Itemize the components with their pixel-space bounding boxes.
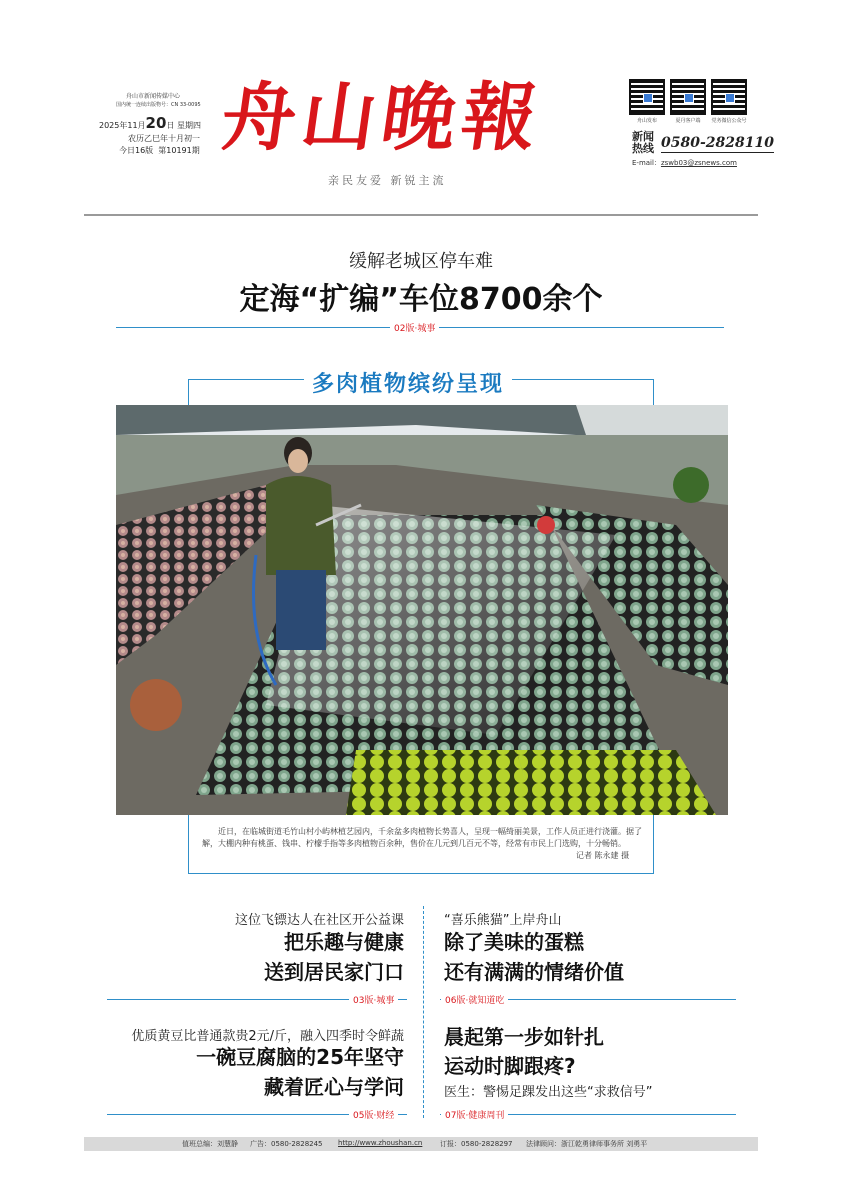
footer-bar bbox=[84, 1137, 758, 1151]
teaser-4-title-line-1[interactable]: 晨起第一步如针扎 bbox=[444, 1025, 604, 1049]
slogan: 亲民友爱 新锐主流 bbox=[328, 174, 447, 187]
column-separator bbox=[423, 906, 424, 1118]
qr-caption-1: 舟山发布 bbox=[636, 118, 657, 124]
lead-section-tag[interactable]: 02版·城事 bbox=[390, 321, 439, 334]
qr-code-1[interactable] bbox=[629, 79, 665, 115]
photo-caption: 近日，在临城街道毛竹山村小屿林植艺园内，千余盆多肉植物长势喜人，呈现一幅绮丽美景，工作人员正进行浇灌。据了解，大棚内种有桃蛋、钱串、柠檬手指等多肉植物百余种，售价在几元到几百元不等，经常有市民上门选购，十分畅销。 bbox=[202, 827, 642, 848]
teaser-1-title-line-2[interactable]: 送到居民家门口 bbox=[264, 960, 404, 984]
registration-number: 国内统一连续出版物号：CN 33-0095 bbox=[116, 102, 201, 108]
qr-caption-2: 夏丹客户端 bbox=[675, 118, 701, 124]
qr-code-icon bbox=[711, 79, 747, 115]
teaser-1-section-tag[interactable]: 03版·城事 bbox=[349, 993, 398, 1006]
issue-day: 20 bbox=[145, 114, 167, 132]
page-count: 今日16版 第10191期 bbox=[119, 146, 200, 155]
succulent-greenhouse-image bbox=[116, 405, 728, 815]
teaser-1-kicker: 这位飞镖达人在社区开公益课 bbox=[234, 913, 404, 928]
greenhouse-photo bbox=[116, 405, 728, 815]
newspaper-logo: 舟山晚報 bbox=[215, 75, 549, 161]
footer-subscribe: 订报：0580-2828297 bbox=[440, 1140, 513, 1148]
qr-caption-3: 党务微信公众号 bbox=[711, 118, 747, 124]
lunar-date: 农历乙巳年十月初一 bbox=[128, 134, 200, 143]
teaser-2-section-tag[interactable]: 06版·就知道吃 bbox=[441, 993, 508, 1006]
email-line: E-mail：zswb03@zsnews.com bbox=[632, 159, 737, 167]
teaser-1-title-line-1[interactable]: 把乐趣与健康 bbox=[284, 930, 404, 954]
qr-code-2[interactable] bbox=[670, 79, 706, 115]
teaser-3-section-tag[interactable]: 05版·财经 bbox=[349, 1108, 398, 1121]
hotline-label: 新闻 热线 bbox=[632, 130, 654, 155]
masthead-rule bbox=[84, 214, 758, 216]
teaser-4-section-tag[interactable]: 07版·健康周刊 bbox=[441, 1108, 508, 1121]
footer-ad: 广告：0580-2828245 bbox=[250, 1140, 323, 1148]
qr-code-icon bbox=[629, 79, 665, 115]
teaser-2-kicker: “喜乐熊猫”上岸舟山 bbox=[444, 913, 562, 928]
publisher: 舟山市新闻传媒中心 bbox=[126, 93, 181, 100]
qr-code-icon bbox=[670, 79, 706, 115]
photo-credit: 记者 陈永建 摄 bbox=[576, 851, 630, 860]
teaser-4-title-line-2[interactable]: 运动时脚跟疼? bbox=[444, 1054, 576, 1078]
photo-story-title[interactable]: 多肉植物缤纷呈现 bbox=[304, 367, 512, 398]
hotline-number: 0580-2828110 bbox=[661, 135, 774, 151]
issue-date: 2025年11月20日 星期四 bbox=[99, 114, 201, 132]
teaser-2-title-line-1[interactable]: 除了美味的蛋糕 bbox=[444, 930, 584, 954]
lead-kicker: 缓解老城区停车难 bbox=[349, 251, 493, 272]
footer-editor: 值班总编：刘慧静 bbox=[182, 1140, 238, 1148]
teaser-4-subtitle: 医生：警惕足踝发出这些“求救信号” bbox=[444, 1085, 653, 1100]
teaser-3-title-line-2[interactable]: 藏着匠心与学问 bbox=[264, 1075, 404, 1099]
footer-legal: 法律顾问：浙江乾勇律师事务所 刘勇平 bbox=[526, 1140, 648, 1148]
lead-headline[interactable]: 定海“扩编”车位8700余个 bbox=[239, 282, 603, 317]
teaser-2-title-line-2[interactable]: 还有满满的情绪价值 bbox=[444, 960, 624, 984]
qr-code-3[interactable] bbox=[711, 79, 747, 115]
teaser-3-title-line-1[interactable]: 一碗豆腐脑的25年坚守 bbox=[196, 1045, 404, 1069]
footer-url[interactable]: http://www.zhoushan.cn bbox=[338, 1139, 423, 1147]
teaser-3-kicker: 优质黄豆比普通款贵2元/斤，融入四季时令鲜蔬 bbox=[131, 1029, 404, 1044]
email-link[interactable]: zswb03@zsnews.com bbox=[660, 159, 737, 167]
